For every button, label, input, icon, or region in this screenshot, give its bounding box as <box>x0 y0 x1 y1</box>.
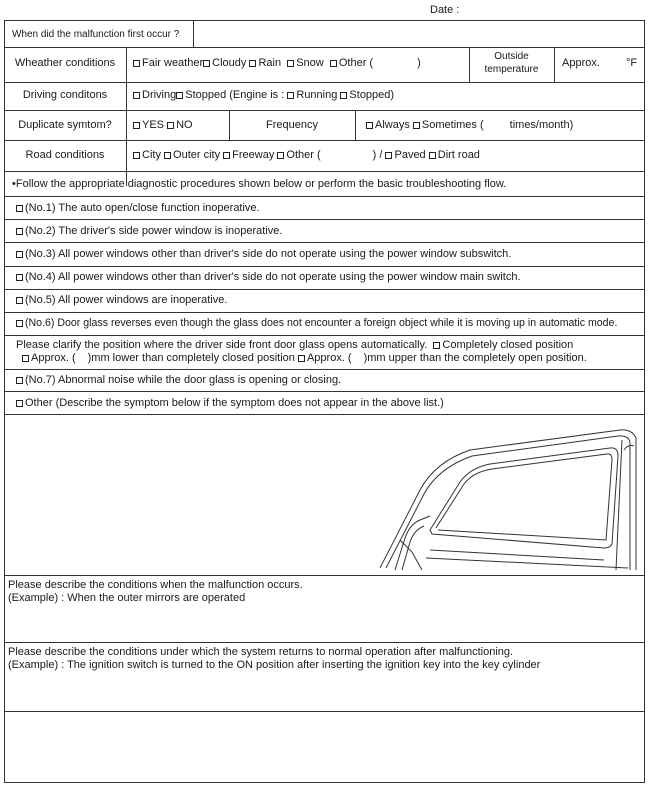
no-checkbox[interactable] <box>167 122 174 129</box>
no4-checkbox[interactable] <box>16 274 23 281</box>
engine-stopped-checkbox[interactable] <box>340 92 347 99</box>
no7-checkbox[interactable] <box>16 377 23 384</box>
describe2-field[interactable] <box>6 675 642 779</box>
other-road-checkbox[interactable] <box>277 152 284 159</box>
approx-label: Approx. <box>562 57 600 69</box>
sometimes-checkbox[interactable] <box>413 122 420 129</box>
item-no3: (No.3) All power windows other than driver's side do not operate using the power window subswitch. <box>16 248 511 261</box>
other-symptom-checkbox[interactable] <box>16 400 23 407</box>
outside-temp-label-1: Outside <box>494 51 529 62</box>
road-options: City Outer city Freeway Other ( ) / Paved Dirt road <box>133 149 480 162</box>
approx-lower-checkbox[interactable] <box>22 355 29 362</box>
completely-closed-checkbox[interactable] <box>433 342 440 349</box>
item-no7: (No.7) Abnormal noise while the door glass is opening or closing. <box>16 374 341 387</box>
describe2-line1: Please describe the conditions under which the system returns to normal operation after malfunctioning. <box>8 646 514 658</box>
car-door-illustration <box>360 420 642 570</box>
no2-checkbox[interactable] <box>16 228 23 235</box>
no5-checkbox[interactable] <box>16 297 23 304</box>
describe1-line2: (Example) : When the outer mirrors are operated <box>8 592 246 604</box>
other-weather-checkbox[interactable] <box>330 60 337 67</box>
describe1-line1: Please describe the conditions when the malfunction occurs. <box>8 579 303 591</box>
road-label: Road conditions <box>25 149 105 161</box>
outside-temp-label-2: temperature <box>484 64 539 75</box>
other-item: Other (Describe the symptom below if the symptom does not appear in the above list.) <box>16 397 444 410</box>
no6-checkbox[interactable] <box>16 320 23 327</box>
snow-checkbox[interactable] <box>287 60 294 67</box>
fair-checkbox[interactable] <box>133 60 140 67</box>
item-no5: (No.5) All power windows are inoperative. <box>16 294 227 307</box>
city-checkbox[interactable] <box>133 152 140 159</box>
driving-options: Driving Stopped (Engine is : Running Stopped) <box>133 89 394 102</box>
weather-options: Fair weather Cloudy Rain Snow Other ( ) <box>133 57 421 70</box>
frequency-label: Frequency <box>266 119 318 131</box>
outer-city-checkbox[interactable] <box>164 152 171 159</box>
instruction-text: •Follow the appropriate diagnostic procedures shown below or perform the basic troubleshooting flow. <box>12 178 507 190</box>
weather-label: Wheather conditions <box>14 57 116 69</box>
duplicate-label: Duplicate symtom? <box>18 119 112 131</box>
driving-label: Driving conditons <box>22 89 108 101</box>
stopped-checkbox[interactable] <box>176 92 183 99</box>
date-label: Date : <box>430 4 460 16</box>
running-checkbox[interactable] <box>287 92 294 99</box>
approx-upper-checkbox[interactable] <box>298 355 305 362</box>
yes-checkbox[interactable] <box>133 122 140 129</box>
item-no4: (No.4) All power windows other than driver's side do not operate using the power window main switch. <box>16 271 521 284</box>
paved-checkbox[interactable] <box>385 152 392 159</box>
freeway-checkbox[interactable] <box>223 152 230 159</box>
item-no6: (No.6) Door glass reverses even though the glass does not encounter a foreign object while it is moving up in automatic mode. <box>16 317 617 330</box>
rain-checkbox[interactable] <box>249 60 256 67</box>
always-checkbox[interactable] <box>366 122 373 129</box>
no3-checkbox[interactable] <box>16 251 23 258</box>
describe2-line2: (Example) : The ignition switch is turned to the ON position after inserting the ignition key into the key cylinder <box>8 659 541 671</box>
describe1-field[interactable] <box>6 608 642 640</box>
cloudy-checkbox[interactable] <box>203 60 210 67</box>
yes-no-options: YES NO <box>133 119 193 132</box>
no1-checkbox[interactable] <box>16 205 23 212</box>
item-no1: (No.1) The auto open/close function inoperative. <box>16 202 260 215</box>
frequency-options: Always Sometimes ( times/month) <box>366 119 573 132</box>
first-occur-field[interactable] <box>195 22 642 46</box>
fahrenheit-unit: °F <box>626 57 638 69</box>
first-occur-label: When did the malfunction first occur ? <box>12 29 180 40</box>
dirt-road-checkbox[interactable] <box>429 152 436 159</box>
clarify-line2: Approx. ( )mm lower than completely closed position Approx. ( )mm upper than the completely open position. <box>22 352 587 365</box>
driving-checkbox[interactable] <box>133 92 140 99</box>
item-no2: (No.2) The driver's side power window is inoperative. <box>16 225 282 238</box>
clarify-line1: Please clarify the position where the driver side front door glass opens automatically. Completely closed position <box>16 339 574 351</box>
